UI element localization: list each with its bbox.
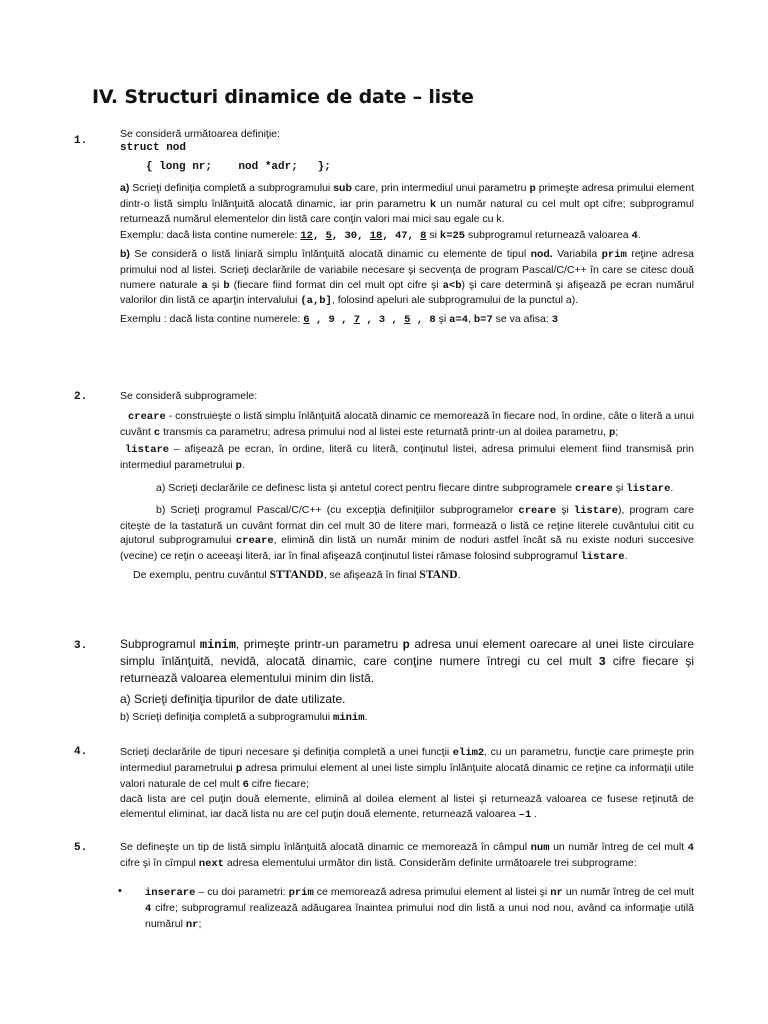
value: 7 xyxy=(353,314,361,327)
problem-5-text xyxy=(120,840,694,872)
text: – cu doi parametri: xyxy=(195,886,289,898)
code-creare: creare xyxy=(575,482,613,495)
text: ; xyxy=(615,425,619,438)
code-interval: (a,b] xyxy=(300,295,332,308)
text: care, prin intermediul unui parametru xyxy=(351,181,530,194)
text: reţine adresa primului nod al listei. Scrieţi declarările de variabile necesare şi secvenţa de program Pascal/C/C++ în care se citesc două numere naturale xyxy=(120,247,694,291)
word-output: STAND xyxy=(419,568,458,581)
text: se va afisa: xyxy=(492,313,552,326)
problem-4-text xyxy=(120,745,694,792)
text: – afişează pe ecran, în ordine, literă cu literă, conţinutul listei, adresa primului element fiind transmisă prin intermediul parametrului xyxy=(120,443,694,472)
text: , xyxy=(468,313,474,326)
value: 3 xyxy=(378,314,386,327)
text: Scrieţi definiţia completă a subprogramului xyxy=(129,181,334,194)
text: a) Scrieţi declarările ce definesc lista şi antetul corect pentru fiecare dintre subprogramele xyxy=(156,481,576,494)
code-cond: a<b xyxy=(442,279,462,292)
text: - construieşte o listă simplu înlănţuită alocată dinamic ce memorează în fiecare nod, în ordine, câte o literă a unui cuvânt xyxy=(120,409,695,438)
code-creare: creare xyxy=(235,535,274,548)
problem-number: 5. xyxy=(74,842,88,854)
text: un număr întreg de cel mult xyxy=(562,886,694,898)
value: 9 xyxy=(328,314,335,327)
code-prim: prim xyxy=(601,248,627,261)
value: 12 xyxy=(300,230,313,243)
problem-2-example xyxy=(120,568,694,583)
text: ) şi care determină şi afişează pe ecran numărul valorilor din listă ce aparţin intervalului xyxy=(120,278,694,307)
value: 5 xyxy=(404,314,411,327)
problem-2-part-b xyxy=(120,503,694,565)
code-a: a xyxy=(201,279,208,292)
problem-2-listare xyxy=(120,442,694,474)
code-nod: nod. xyxy=(530,247,553,260)
code-minim: minim xyxy=(199,638,236,652)
value: 4 xyxy=(145,902,152,915)
text: De exemplu, pentru cuvântul xyxy=(133,568,270,581)
value: 6 xyxy=(303,314,310,327)
text: , folosind apeluri ale subprogramului de la punctul a). xyxy=(331,294,579,307)
code-creare: creare xyxy=(128,410,166,423)
text: ce memorează adresa primului element al listei şi xyxy=(313,886,551,898)
problem-number: 2. xyxy=(74,391,88,403)
code-creare: creare xyxy=(518,504,557,517)
text: cifre fiecare şi returnează valoarea elementului minim din listă. xyxy=(120,654,695,685)
code-minim: minim xyxy=(333,712,365,724)
code-b: b xyxy=(223,279,230,292)
value: 8 xyxy=(420,230,427,243)
text: Subprogramul xyxy=(120,637,200,651)
text: adresa primului element al unei liste simplu înlănţuite alocată dinamic ce reţine ca informaţii utile valori naturale de cel mult xyxy=(120,761,694,790)
word-input: STTANDD xyxy=(269,568,324,581)
text: . xyxy=(241,459,245,472)
text: Scrieţi declarările de tipuri necesare şi definiţia completă a unei funcţii xyxy=(120,746,453,758)
part-label: b) xyxy=(120,247,130,260)
text: , primeşte printr-un parametru xyxy=(235,637,403,651)
code-inserare: inserare xyxy=(145,887,196,899)
problem-number: 1. xyxy=(74,135,88,147)
text: si xyxy=(426,229,440,242)
code-c: c xyxy=(153,426,161,439)
text: primeşte adresa primului element dintr-o listă simplu înlănţuită alocată dinamic, iar prin parametru xyxy=(120,181,695,210)
code-k: k=25 xyxy=(439,230,466,243)
problem-1-part-a xyxy=(120,181,694,227)
code-next: next xyxy=(198,857,224,870)
text: un număr natural cu cel mult opt cifre; subprogramul returnează numărul elementelor din listă care conţin valori mai mici sau egale cu k. xyxy=(120,197,694,226)
value: 47 xyxy=(394,230,408,243)
text: transmis ca parametru; adresa primului nod al listei este returnată printr-un al doilea parametru, xyxy=(160,425,609,438)
code-p: p xyxy=(235,460,242,473)
problem-5-inserare xyxy=(145,885,694,932)
text: şi xyxy=(612,481,627,494)
code-b: b=7 xyxy=(473,314,493,327)
code-p: p xyxy=(608,426,616,439)
text: şi xyxy=(207,278,224,291)
text: ; xyxy=(198,917,202,930)
problem-1-intro: Se consideră următoarea definiţie: xyxy=(120,128,280,140)
result: 4 xyxy=(631,230,638,243)
text: adresa unui element oarecare al unei liste circulare simplu înlănţuită, nevidă, alocată dinamic, care conţine numere întregi cu cel mult xyxy=(120,637,694,668)
code-listare: listare xyxy=(125,444,170,457)
problem-2 xyxy=(120,389,694,583)
problem-number: 4. xyxy=(74,746,88,758)
text: b) Scrieţi definiţia completă a subprogramului xyxy=(120,711,334,723)
code-p: p xyxy=(402,638,410,652)
code-listare: listare xyxy=(580,551,625,564)
value: 5 xyxy=(325,230,332,243)
value: 18 xyxy=(369,230,383,243)
text: . xyxy=(364,711,368,723)
text: şi xyxy=(435,313,450,326)
problem-3 xyxy=(120,636,694,726)
problem-3-text xyxy=(120,636,694,686)
text: , cu un parametru, funcţie care primeşte prin intermediul parametrului xyxy=(120,746,694,774)
code-nr: nr xyxy=(550,887,563,899)
value: 30 xyxy=(344,230,358,243)
text: cifre; subprogramul realizează adăugarea înaintea primului nod din listă a unui nod nou, având ca informaţie utilă numărul xyxy=(145,901,694,930)
text: . xyxy=(624,550,628,563)
result: 3 xyxy=(551,314,559,327)
struct-line-1: struct nod xyxy=(120,141,187,154)
problem-2-intro: Se consideră subprogramele: xyxy=(120,390,258,402)
value: 4 xyxy=(687,842,694,854)
text: . xyxy=(457,568,461,581)
code-a: a=4 xyxy=(449,314,468,327)
code-p: p xyxy=(235,762,243,775)
text: Se consideră o listă liniară simplu înlănţuită alocată dinamic cu elemente de tipul xyxy=(129,247,531,260)
text: dacă lista are cel puţin două elemente, elimină al doilea element al listei şi returnează valoarea ce fusese reţinută de elementul eliminat, iar dacă lista nu are cel puţin două elemente, returnează valoarea xyxy=(120,793,694,821)
struct-line-2: { long nr; nod *adr; }; xyxy=(146,160,331,173)
text: adresa elementului următor din listă. Considerăm definite următoarele trei subprograme: xyxy=(224,856,637,869)
page-title: IV. Structuri dinamice de date – liste xyxy=(92,86,474,108)
problem-1-part-b xyxy=(120,247,694,309)
problem-5 xyxy=(120,840,694,872)
text: . xyxy=(670,481,674,494)
text: Exemplu: dacă lista contine numerele: xyxy=(120,229,301,242)
problem-1 xyxy=(120,127,694,328)
problem-2-part-a xyxy=(120,481,694,497)
text: un număr întreg de cel mult xyxy=(549,841,688,853)
problem-1-example-2: Exemplu : dacă lista contine numerele: 6 , 9 , 7 , 3 , 5 , 8 şi a=4, b=7 se va afisa: 3 xyxy=(120,313,559,327)
problem-3-part-b xyxy=(120,710,694,726)
text: şi xyxy=(556,503,574,516)
text: . xyxy=(531,808,538,821)
part-label: a) xyxy=(120,181,130,194)
bullet-icon: • xyxy=(118,885,122,897)
code-nr: nr xyxy=(185,918,199,931)
text: b) Scrieţi programul Pascal/C/C++ (cu excepţia definiţiilor subprogramelor xyxy=(156,503,519,516)
code-listare: listare xyxy=(573,504,618,517)
code-elim2: elim2 xyxy=(452,747,485,759)
code-sub: sub xyxy=(333,181,352,194)
text: , se afişează în final xyxy=(323,568,420,581)
value: 8 xyxy=(429,314,436,327)
text: subprogramul returnează valoarea xyxy=(465,229,632,242)
problem-1-example-1: Exemplu: dacă lista contine numerele: 12, 5, 30, 18, 47, 8 si k=25 subprogramul returnează valoarea 4. xyxy=(120,229,641,243)
code-k: k xyxy=(429,198,437,211)
text: Variabila xyxy=(552,247,602,260)
text: Se defineşte un tip de listă simplu înlănţuită alocată dinamic ce memorează în câmpul xyxy=(120,841,531,853)
text: . xyxy=(637,229,641,242)
value: 3 xyxy=(598,655,606,669)
code-num: num xyxy=(530,842,550,854)
text: cifre şi în cîmpul xyxy=(120,856,199,869)
code-prim: prim xyxy=(288,887,314,899)
problem-2-creare xyxy=(120,409,694,441)
problem-4 xyxy=(120,745,694,823)
problem-number: 3. xyxy=(74,640,88,652)
problem-3-part-a: a) Scrieţi definiţia tipurilor de date utilizate. xyxy=(120,692,346,706)
text: cifre fiecare; xyxy=(248,777,309,790)
value: –1 xyxy=(518,809,532,822)
text: Exemplu : dacă lista contine numerele: xyxy=(120,313,304,326)
text: ), program care citeşte de la tastatură un cuvânt format din cel mult 30 de litere mari, formează o listă ce reţine literele cuvântului citit cu ajutorul subprogramului xyxy=(120,503,695,547)
code-listare: listare xyxy=(626,482,671,495)
text: (fiecare fiind format din cel mult opt cifre şi xyxy=(229,278,443,291)
problem-4-text-2 xyxy=(120,792,694,823)
code-p: p xyxy=(529,182,536,195)
inserare-text xyxy=(145,885,694,932)
text: , elimină din listă un număr minim de noduri astfel încât să nu existe noduri succesive (vecine) ce reţin o aceeaşi literă, iar în final afişează conţinutul listei rămase folosind subprogramul xyxy=(120,534,694,563)
value: 6 xyxy=(242,778,249,791)
